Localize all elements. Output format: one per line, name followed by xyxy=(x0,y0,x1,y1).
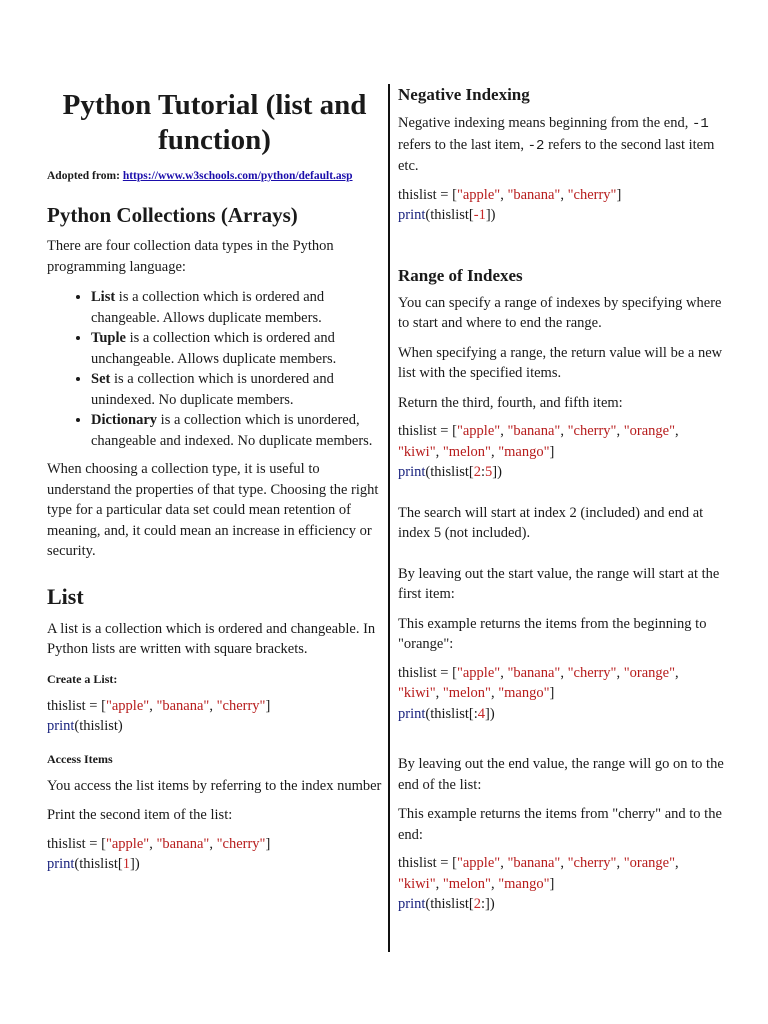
source-link[interactable]: https://www.w3schools.com/python/default.asp xyxy=(122,170,353,182)
access-paragraph: You access the list items by referring to the index number xyxy=(47,777,382,794)
negative-indexing-paragraph: Negative indexing means beginning from the end, -1 refers to the last item, -2 refers to the second last item etc. xyxy=(398,115,715,174)
code-block-create: thislist = ["apple", "banana", "cherry"] print(thislist) xyxy=(47,697,271,734)
example-orange-paragraph: This example returns the items from the beginning to "orange": xyxy=(398,615,707,652)
adopted-label: Adopted from: xyxy=(47,170,120,182)
type-desc: is a collection which is ordered and changeable. Allows duplicate members. xyxy=(91,289,325,326)
column-divider xyxy=(388,84,390,952)
type-term: Dictionary xyxy=(91,412,158,428)
collections-intro: There are four collection data types in the Python programming language: xyxy=(47,238,334,275)
list-paragraph: A list is a collection which is ordered and changeable. In Python lists are written with square brackets. xyxy=(47,620,376,657)
left-column xyxy=(47,84,382,875)
example-cherry-paragraph: This example returns the items from "cherry" and to the end: xyxy=(398,806,722,843)
create-list-heading: Create a List: xyxy=(47,671,118,686)
negative-indexing-heading: Negative Indexing xyxy=(398,85,530,104)
type-desc: is a collection which is unordered and unindexed. No duplicate members. xyxy=(91,371,334,408)
list-item xyxy=(91,287,382,328)
source-attribution xyxy=(47,170,382,182)
code-block-end-omitted: thislist = ["apple", "banana", "cherry", "orange", "kiwi", "melon", "mango"] print(thislist[2:]) xyxy=(398,855,679,912)
code-block-range: thislist = ["apple", "banana", "cherry", "orange", "kiwi", "melon", "mango"] print(thislist[2:5]) xyxy=(398,423,679,480)
type-desc: is a collection which is ordered and unchangeable. Allows duplicate members. xyxy=(91,330,337,367)
range-paragraph-3: Return the third, fourth, and fifth item: xyxy=(398,394,623,411)
leave-start-paragraph: By leaving out the start value, the range will start at the first item: xyxy=(398,565,720,602)
access-items-heading: Access Items xyxy=(47,751,113,766)
leave-end-paragraph: By leaving out the end value, the range will go on to the end of the list: xyxy=(398,756,724,793)
type-term: Set xyxy=(91,371,111,387)
print-second-paragraph: Print the second item of the list: xyxy=(47,807,233,823)
list-item xyxy=(91,369,382,410)
type-term: Tuple xyxy=(91,330,126,346)
range-paragraph-1: You can specify a range of indexes by specifying where to start and where to end the range. xyxy=(398,294,722,331)
code-block-start-omitted: thislist = ["apple", "banana", "cherry", "orange", "kiwi", "melon", "mango"] print(thislist[:4]) xyxy=(398,664,679,722)
list-item xyxy=(91,410,382,451)
search-paragraph: The search will start at index 2 (included) and end at index 5 (not included). xyxy=(398,504,704,541)
right-column xyxy=(398,84,733,915)
code-block-access: thislist = ["apple", "banana", "cherry"] print(thislist[1]) xyxy=(47,835,271,872)
range-paragraph-2: When specifying a range, the return value will be a new list with the specified items. xyxy=(398,344,723,381)
list-heading: List xyxy=(47,583,84,609)
collections-heading: Python Collections (Arrays) xyxy=(47,203,298,227)
document-title: Python Tutorial (list and function) xyxy=(62,89,367,156)
list-item xyxy=(91,328,382,369)
collection-types-list xyxy=(47,287,382,451)
choosing-paragraph: When choosing a collection type, it is useful to understand the properties of that type. Choosing the right type for a particular data set could mean retention of meaning, and, it could mean an increase in efficiency or security. xyxy=(47,461,379,559)
range-of-indexes-heading: Range of Indexes xyxy=(398,265,523,285)
code-block-negative: thislist = ["apple", "banana", "cherry"] print(thislist[-1]) xyxy=(398,186,622,223)
type-term: List xyxy=(91,289,116,305)
type-desc: is a collection which is unordered, changeable and indexed. No duplicate members. xyxy=(91,412,373,449)
